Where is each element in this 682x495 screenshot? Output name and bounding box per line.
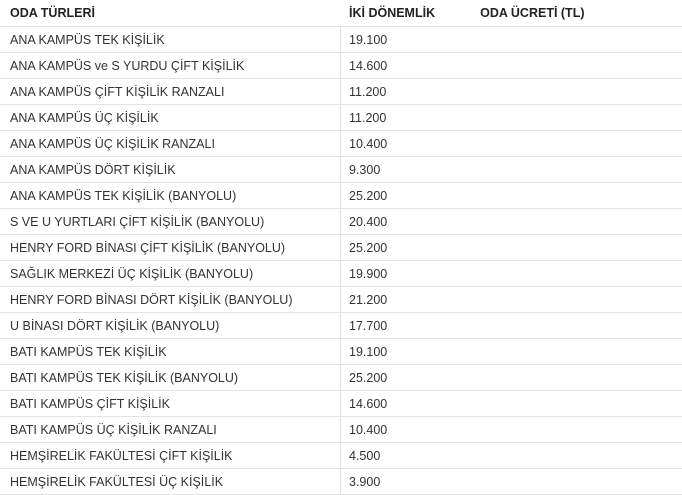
table-row	[0, 365, 682, 391]
room-type-cell: ANA KAMPÜS ÜÇ KİŞİLİK RANZALI	[0, 131, 341, 156]
room-price-cell: 19.900	[349, 266, 388, 281]
room-type-cell: ANA KAMPÜS ÇİFT KİŞİLİK RANZALI	[0, 79, 341, 104]
room-price-cell: 11.200	[349, 84, 387, 99]
room-price-cell: 25.200	[349, 188, 388, 203]
table-row	[0, 105, 682, 131]
room-price-cell: 17.700	[349, 318, 388, 333]
room-price-cell: 20.400	[349, 214, 388, 229]
table-row	[0, 131, 682, 157]
table-row	[0, 339, 682, 365]
room-price-cell: 14.600	[349, 58, 388, 73]
header-period: İKİ DÖNEMLİK	[349, 6, 436, 20]
room-type-cell: HEMŞİRELİK FAKÜLTESİ ÜÇ KİŞİLİK	[0, 469, 341, 494]
room-type-cell: HENRY FORD BİNASI DÖRT KİŞİLİK (BANYOLU)	[0, 287, 341, 312]
table-row	[0, 27, 682, 53]
room-type-cell: BATI KAMPÜS ÜÇ KİŞİLİK RANZALI	[0, 417, 341, 442]
room-price-cell: 21.200	[349, 292, 388, 307]
table-row	[0, 469, 682, 495]
table-row	[0, 417, 682, 443]
table-row	[0, 157, 682, 183]
room-price-cell: 25.200	[349, 240, 388, 255]
room-type-cell: ANA KAMPÜS TEK KİŞİLİK (BANYOLU)	[0, 183, 341, 208]
table-body	[0, 27, 682, 495]
room-price-cell: 19.100	[349, 344, 388, 359]
table-row	[0, 53, 682, 79]
room-price-cell: 19.100	[349, 32, 388, 47]
table-row	[0, 443, 682, 469]
room-type-cell: BATI KAMPÜS TEK KİŞİLİK (BANYOLU)	[0, 365, 341, 390]
header-price	[341, 0, 682, 26]
room-type-cell: ANA KAMPÜS ve S YURDU ÇİFT KİŞİLİK	[0, 53, 341, 78]
room-type-cell: ANA KAMPÜS TEK KİŞİLİK	[0, 27, 341, 52]
table-row	[0, 261, 682, 287]
table-row	[0, 287, 682, 313]
table-row	[0, 313, 682, 339]
room-type-cell: SAĞLIK MERKEZİ ÜÇ KİŞİLİK (BANYOLU)	[0, 261, 341, 286]
table-row	[0, 235, 682, 261]
table-row	[0, 183, 682, 209]
room-type-cell: HENRY FORD BİNASI ÇİFT KİŞİLİK (BANYOLU)	[0, 235, 341, 260]
table-header-row	[0, 0, 682, 27]
room-price-cell: 4.500	[349, 448, 381, 463]
room-type-cell: HEMŞİRELİK FAKÜLTESİ ÇİFT KİŞİLİK	[0, 443, 341, 468]
room-type-cell: BATI KAMPÜS TEK KİŞİLİK	[0, 339, 341, 364]
room-price-cell: 14.600	[349, 396, 388, 411]
room-price-cell: 3.900	[349, 474, 381, 489]
room-type-cell: BATI KAMPÜS ÇİFT KİŞİLİK	[0, 391, 341, 416]
room-type-cell: S VE U YURTLARI ÇİFT KİŞİLİK (BANYOLU)	[0, 209, 341, 234]
header-price-label: ODA ÜCRETİ (TL)	[480, 6, 585, 20]
header-room-types: ODA TÜRLERİ	[10, 6, 95, 20]
room-price-cell: 10.400	[349, 136, 388, 151]
room-type-cell: ANA KAMPÜS ÜÇ KİŞİLİK	[0, 105, 341, 130]
table-row	[0, 209, 682, 235]
room-type-cell: U BİNASI DÖRT KİŞİLİK (BANYOLU)	[0, 313, 341, 338]
room-price-cell: 10.400	[349, 422, 388, 437]
room-price-cell: 9.300	[349, 162, 381, 177]
room-price-cell: 11.200	[349, 110, 387, 125]
room-type-cell: ANA KAMPÜS DÖRT KİŞİLİK	[0, 157, 341, 182]
table-row	[0, 79, 682, 105]
room-price-cell: 25.200	[349, 370, 388, 385]
table-row	[0, 391, 682, 417]
